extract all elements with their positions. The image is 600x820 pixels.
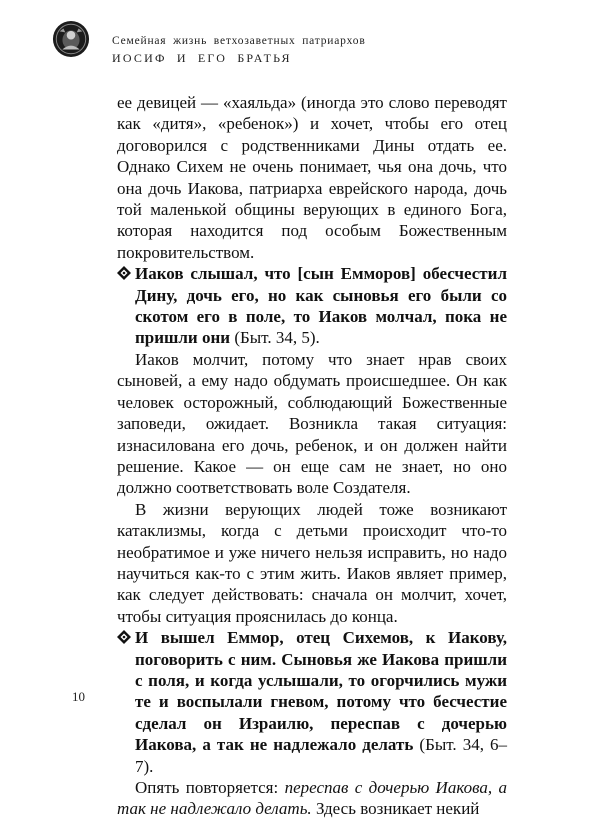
paragraph-4-end: Здесь возникает некий (311, 799, 480, 819)
book-title: ИОСИФ И ЕГО БРАТЬЯ (112, 51, 292, 65)
quote-1-text: Иаков слышал, что [сын Емморов] обесчестил Дину, дочь его, но как сыновья его были со скотом его в поле, то Иаков молчал, пока не пришли они (135, 264, 507, 348)
paragraph-4-start: Опять повторяется: (135, 778, 285, 797)
running-header (112, 34, 366, 66)
series-title: Семейная жизнь ветхозаветных патриархов (112, 35, 366, 47)
diamond-bullet-icon (117, 630, 131, 644)
paragraph-2: Иаков молчит, потому что знает нрав своих сыновей, а ему надо обдумать происшедшее. Он как человек осторожный, соблюдающий Божественные заповеди, ожидает. Возникла такая ситуация: изнасилована его дочь, ребенок, и он должен найти решение. Какое — он еще сам не знает, но оно должно соответствовать воле Создателя. (117, 349, 507, 498)
quote-1-reference: (Быт. 34, 5). (234, 328, 320, 348)
scripture-quote-1 (117, 263, 507, 349)
paragraph-4-italic: переспав с дочерью Иакова, а так не надлежало делать. (117, 778, 507, 819)
paragraph-3: В жизни верующих людей тоже возникают катаклизмы, когда с детьми происходит что-то необратимое и уже ничего нельзя исправить, но надо научиться как-то с этим жить. Иаков являет пример, как следует действовать: сначала он молчит, хочет, чтобы ситуация прояснилась до конца. (117, 499, 507, 626)
emblem-icon (52, 20, 90, 58)
diamond-bullet-icon (117, 266, 131, 280)
page-number: 10 (72, 689, 85, 704)
paragraph-4 (117, 777, 507, 820)
scripture-quote-2 (117, 627, 507, 777)
main-text (117, 92, 507, 820)
quote-2-reference: (Быт. 34, 6–7). (135, 735, 508, 776)
paragraph-1: ее девицей — «хаяльда» (иногда это слово переводят как «дитя», «ребенок») и хочет, чтобы его отец договорился с родственниками Дины отдать ее. Однако Сихем не очень понимает, чья она дочь, что она дочь Иакова, патриарха еврейского народа, дочь той маленькой общины верующих в единого Бога, которая находится под особым Божественным покровительством. (117, 93, 507, 262)
quote-2-text: И вышел Еммор, отец Сихемов, к Иакову, поговорить с ним. Сыновья же Иакова пришли с поля, и когда услышали, то огорчились мужи те и воспылали гневом, потому что бесчестие сделал он Израилю, переспав с дочерью Иакова, а так не надлежало делать (135, 628, 507, 755)
